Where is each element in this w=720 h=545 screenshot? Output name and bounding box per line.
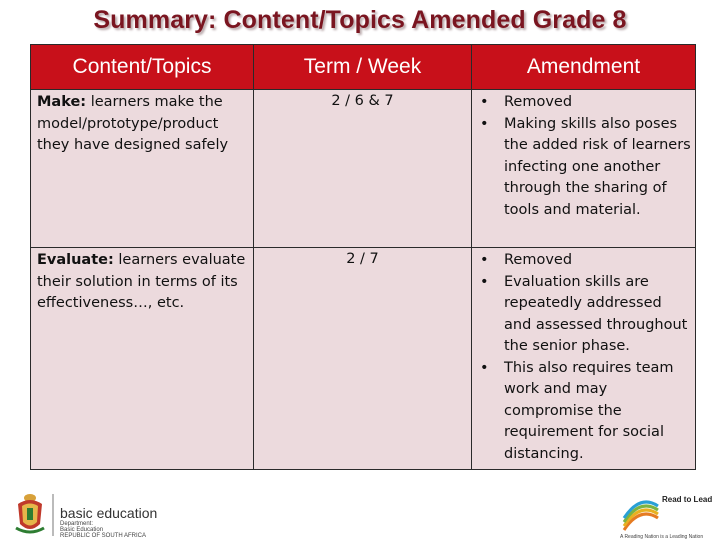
basic-education-logo [12, 490, 272, 540]
read-to-lead-name: Read to Lead [662, 495, 713, 504]
table-row [31, 248, 696, 470]
term-week-cell: 2 / 6 & 7 [254, 90, 472, 248]
amendment-item: • Making skills also poses the added risk of learners infecting one another through the sharing of tools and material. [478, 114, 691, 222]
amendment-item: • Evaluation skills are repeatedly addressed and assessed throughout the senior phase. [478, 272, 691, 358]
term-week-cell: 2 / 7 [254, 248, 472, 470]
topic-label: Make: [37, 94, 87, 110]
amendment-item: • Removed [478, 250, 691, 272]
amendment-list [478, 92, 691, 221]
topic-description: learners make the model/prototype/product they have designed safely [37, 94, 229, 153]
logo-name: basic education [60, 505, 158, 521]
topic-cell [31, 248, 254, 470]
read-to-lead-logo [618, 490, 718, 540]
amendment-item: • Removed [478, 92, 691, 114]
logo-line1: Department: [60, 521, 94, 527]
header-amendment: Amendment [472, 45, 696, 90]
amendment-cell [472, 90, 696, 248]
logo-line2: Basic Education [60, 527, 104, 533]
table-header-row [31, 45, 696, 90]
slide-title: Summary: Content/Topics Amended Grade 8 [93, 6, 627, 34]
header-term-week: Term / Week [254, 45, 472, 90]
topic-description: learners evaluate their solution in terms of its effectiveness…, etc. [37, 252, 246, 311]
topic-cell [31, 90, 254, 248]
amendment-cell [472, 248, 696, 470]
header-content-topics: Content/Topics [31, 45, 254, 90]
amendment-list [478, 250, 691, 465]
book-icon [618, 490, 718, 540]
logo-line3: REPUBLIC OF SOUTH AFRICA [60, 533, 147, 539]
read-to-lead-tagline: A Reading Nation is a Leading Nation [620, 534, 704, 540]
topic-label: Evaluate: [37, 252, 114, 268]
amendment-item: • This also requires team work and may compromise the requirement for social distancing. [478, 358, 691, 466]
coat-of-arms-icon [12, 490, 272, 540]
table-row [31, 90, 696, 248]
footer [0, 478, 720, 540]
summary-table [30, 44, 696, 470]
